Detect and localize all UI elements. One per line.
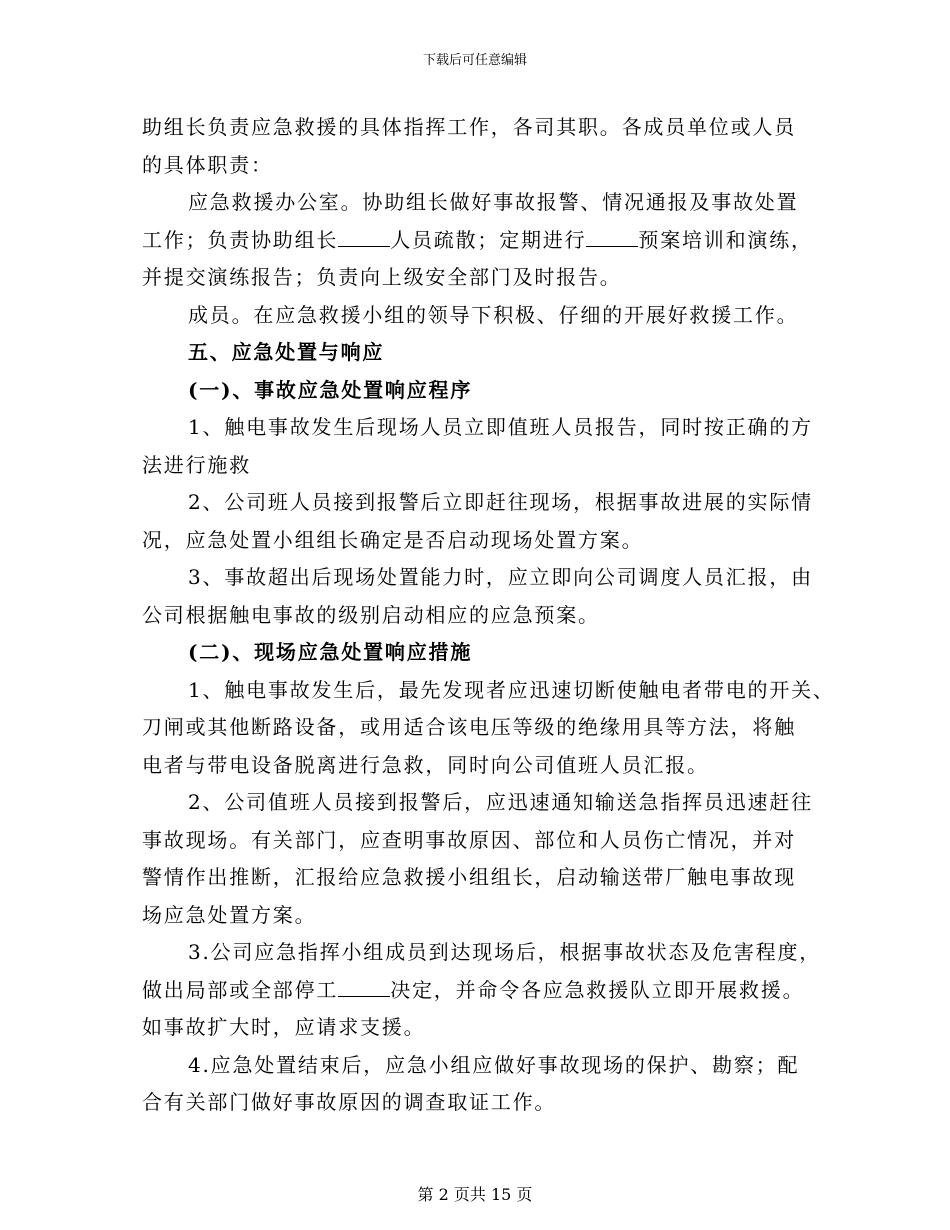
text-fragment: 做出局部或全部停工	[142, 977, 339, 1002]
text-line: 1、触电事故发生后现场人员立即值班人员报告，同时按正确的方	[188, 415, 813, 439]
paragraph-measure-4	[142, 1047, 822, 1122]
subsection-heading-1	[142, 372, 822, 410]
text-line: 如事故扩大时，应请求支援。	[142, 1015, 426, 1039]
paragraph-procedure-3	[142, 559, 822, 634]
text-line: 场应急处置方案。	[142, 902, 317, 927]
paragraph-measure-2	[142, 784, 822, 934]
text-line: 2、公司班人员接到报警后立即赶往现场，根据事故进展的实际情	[188, 490, 813, 514]
blank-underline	[586, 228, 638, 247]
text-line: 事故现场。有关部门，应查明事故原因、部位和人员伤亡情况，并对	[142, 827, 796, 852]
text-line-with-blanks	[142, 222, 822, 260]
paragraph-procedure-1	[142, 409, 822, 484]
blank-underline	[338, 978, 390, 997]
text-line: 应急救援办公室。协助组长做好事故报警、情况通报及事故处置	[188, 190, 799, 214]
section-heading-5	[142, 334, 822, 372]
text-line: 刀闸或其他断路设备，或用适合该电压等级的绝缘用具等方法，将触	[142, 715, 796, 739]
paragraph-leader-duties	[142, 109, 822, 184]
text-fragment: 人员疏散；定期进行	[390, 227, 587, 252]
page-footer: 第 2 页共 15 页	[417, 1185, 533, 1204]
page-header: 下载后可任意编辑	[422, 53, 527, 68]
text-line: 法进行施救	[142, 452, 251, 477]
paragraph-members	[142, 297, 822, 335]
paragraph-procedure-2	[142, 484, 822, 559]
text-line: 2、公司值班人员接到报警后，应迅速通知输送急指挥员迅速赶往	[188, 790, 813, 814]
subsection-heading-2	[142, 634, 822, 672]
text-line: 并提交演练报告；负责向上级安全部门及时报告。	[142, 265, 622, 289]
text-fragment: 决定，并命令各应急救援队立即开展救援。	[390, 977, 805, 1002]
text-line: 电者与带电设备脱离进行急救，同时向公司值班人员汇报。	[142, 752, 709, 777]
text-line: 3.公司应急指挥小组成员到达现场后，根据事故状态及危害程度，	[188, 940, 822, 964]
heading-text: 五、应急处置与响应	[188, 340, 385, 364]
text-fragment: 预案培训和演练，	[638, 227, 813, 252]
text-fragment: 工作；负责协助组长	[142, 227, 339, 252]
document-body	[142, 109, 835, 1122]
text-line: 4.应急处置结束后，应急小组应做好事故现场的保护、勘察；配	[188, 1052, 800, 1077]
text-line: 助组长负责应急救援的具体指挥工作，各司其职。各成员单位或人员	[142, 115, 796, 139]
text-line: 的具体职责：	[142, 152, 273, 177]
text-line: 况，应急处置小组组长确定是否启动现场处置方案。	[142, 527, 644, 552]
text-line: 成员。在应急救援小组的领导下积极、仔细的开展好救援工作。	[188, 302, 799, 327]
text-line: 1、触电事故发生后，最先发现者应迅速切断使触电者带电的开关、	[188, 677, 835, 702]
paragraph-office-duties-cont	[142, 222, 822, 297]
heading-text: (一)、事故应急处置响应程序	[188, 377, 473, 402]
paragraph-measure-3	[142, 934, 822, 1047]
paragraph-office-duties	[142, 184, 822, 222]
text-line: 警情作出推断，汇报给应急救援小组组长，启动输送带厂触电事故现	[142, 865, 796, 889]
heading-text: (二)、现场应急处置响应措施	[188, 640, 473, 664]
text-line: 3、事故超出后现场处置能力时，应立即向公司调度人员汇报，由	[188, 565, 813, 589]
blank-underline	[338, 228, 390, 247]
text-line: 合有关部门做好事故原因的调查取证工作。	[142, 1090, 557, 1114]
text-line: 公司根据触电事故的级别启动相应的应急预案。	[142, 602, 600, 627]
paragraph-measure-1	[142, 672, 835, 785]
text-line-with-blanks	[142, 972, 822, 1010]
